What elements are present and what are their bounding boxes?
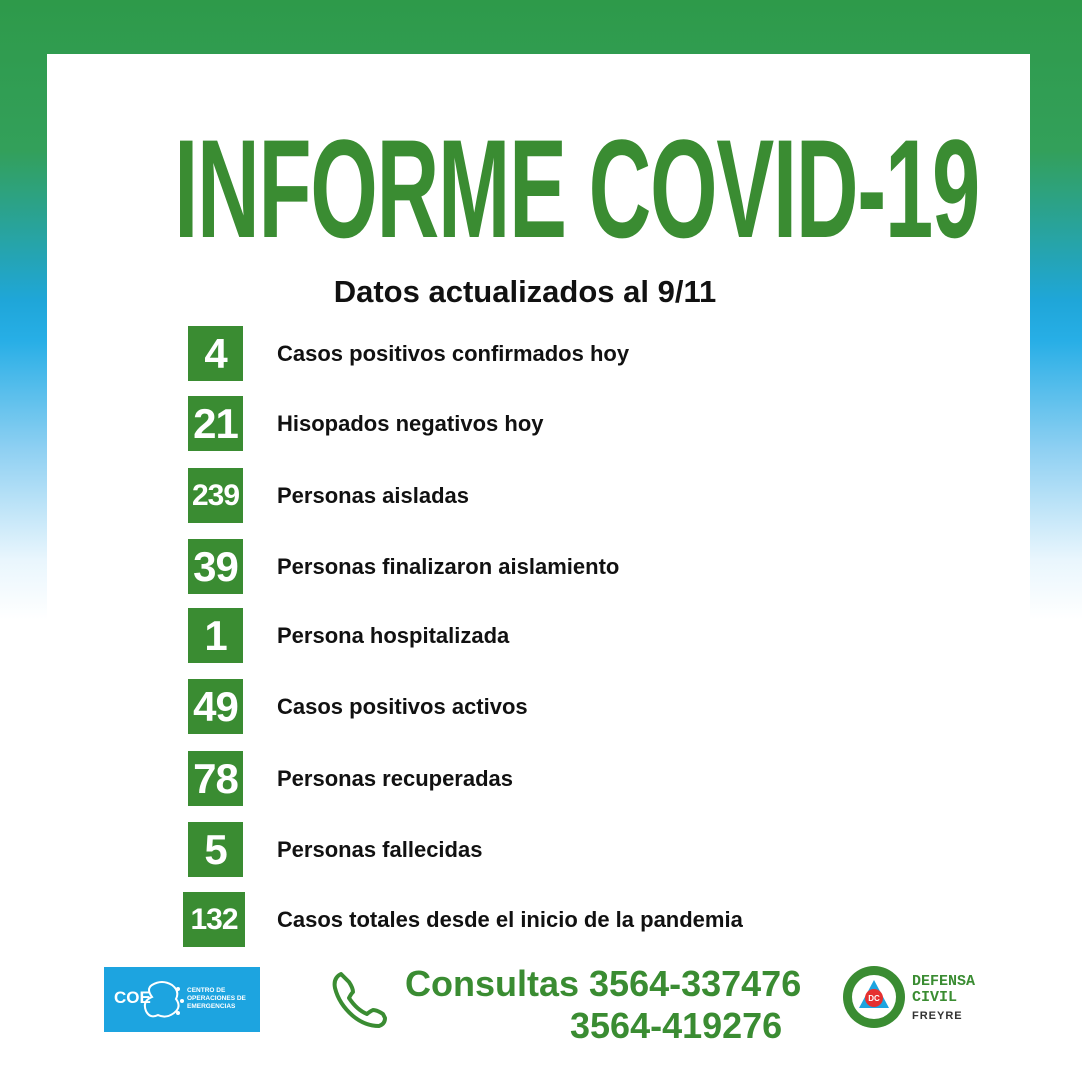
stat-label: Hisopados negativos hoy bbox=[277, 411, 544, 436]
stat-value: 49 bbox=[188, 679, 243, 734]
page-subtitle: Datos actualizados al 9/11 bbox=[333, 274, 717, 309]
stat-row bbox=[0, 539, 1082, 597]
stat-value: 5 bbox=[188, 822, 243, 877]
stat-label: Casos positivos confirmados hoy bbox=[277, 341, 630, 366]
stat-row bbox=[0, 822, 1082, 880]
stat-row bbox=[0, 326, 1082, 384]
dc-text-line1: DEFENSA bbox=[912, 973, 976, 990]
consultas-phone-2: 3564-419276 bbox=[570, 1005, 783, 1046]
phone-icon bbox=[327, 968, 389, 1030]
stat-row bbox=[0, 396, 1082, 454]
stat-value: 21 bbox=[188, 396, 243, 451]
stat-value: 78 bbox=[188, 751, 243, 806]
stat-label: Personas fallecidas bbox=[277, 837, 483, 862]
stat-row bbox=[0, 468, 1082, 526]
coe-text: CENTRO DE OPERACIONES DE EMERGENCIAS bbox=[187, 987, 246, 1010]
dc-text-line2: CIVIL bbox=[912, 989, 958, 1006]
stat-value: 132 bbox=[183, 892, 245, 947]
stat-row bbox=[0, 679, 1082, 737]
stat-label: Persona hospitalizada bbox=[277, 623, 510, 648]
dc-text bbox=[912, 974, 975, 1006]
stat-row bbox=[0, 608, 1082, 666]
stat-label: Casos positivos activos bbox=[277, 694, 528, 719]
stat-value: 39 bbox=[188, 539, 243, 594]
coe-mark: COE bbox=[114, 988, 151, 1007]
page-title: INFORME COVID-19 bbox=[174, 110, 980, 267]
stat-value: 4 bbox=[188, 326, 243, 381]
coe-logo bbox=[104, 967, 260, 1032]
stat-label: Personas recuperadas bbox=[277, 766, 514, 791]
defensa-civil-logo-icon bbox=[841, 964, 907, 1030]
dc-badge: DC bbox=[868, 994, 880, 1003]
stat-label: Personas finalizaron aislamiento bbox=[277, 554, 620, 579]
stat-row bbox=[0, 892, 1082, 950]
stat-value: 239 bbox=[188, 468, 243, 523]
stat-label: Casos totales desde el inicio de la pandemia bbox=[277, 907, 743, 932]
stat-label: Personas aisladas bbox=[277, 483, 470, 508]
stat-row bbox=[0, 751, 1082, 809]
consultas-phone-1: Consultas 3564-337476 bbox=[405, 963, 802, 1004]
dc-sub: FREYRE bbox=[912, 1010, 963, 1022]
stat-value: 1 bbox=[188, 608, 243, 663]
